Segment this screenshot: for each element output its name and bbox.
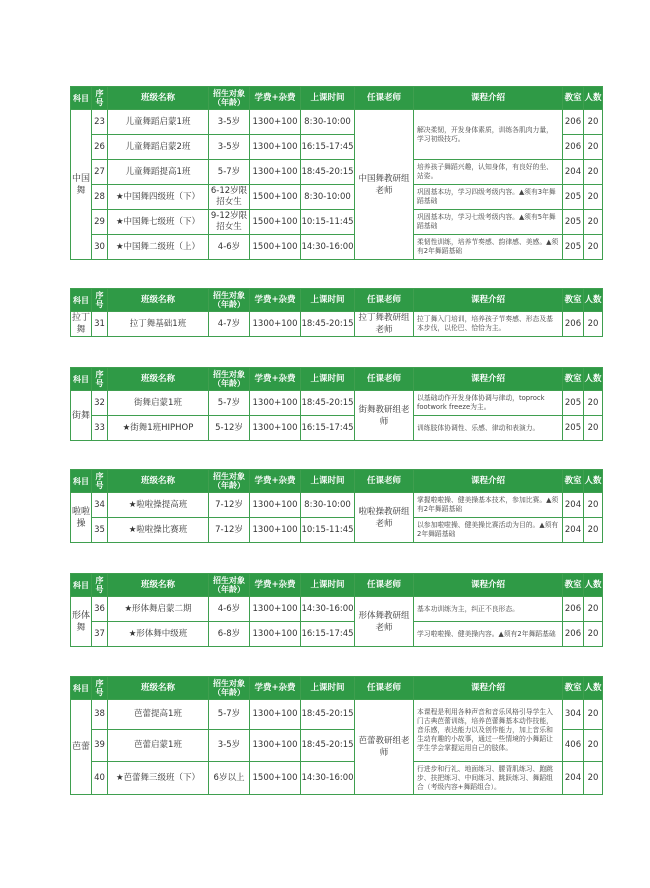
table-row [71, 235, 603, 260]
intro-cell: 解决柔韧，开发身体素质，训练各肌肉力量，学习初级技巧。 [414, 110, 563, 160]
row-no: 27 [92, 160, 108, 185]
header-teacher: 任课老师 [355, 87, 414, 110]
header-room: 教室 [563, 87, 584, 110]
row-count: 20 [584, 700, 603, 730]
teacher-cell: 中国舞教研组老师 [355, 110, 414, 260]
row-age: 3-5岁 [209, 110, 250, 135]
row-age: 4-7岁 [209, 312, 250, 337]
row-class-name: 芭蕾启蒙1班 [108, 730, 209, 762]
row-room: 206 [563, 622, 584, 647]
header-fee: 学费+杂费 [250, 574, 301, 597]
row-no: 37 [92, 622, 108, 647]
header-count: 人数 [584, 368, 603, 391]
header-teacher: 任课老师 [355, 574, 414, 597]
row-fee: 1300+100 [250, 730, 301, 762]
header-time: 上课时间 [301, 574, 355, 597]
row-count: 20 [584, 518, 603, 543]
intro-cell: 巩固基本功，学习四级考级内容。▲须有3年舞蹈基础 [414, 185, 563, 210]
row-age: 3-5岁 [209, 730, 250, 762]
row-class-name: 儿童舞蹈启蒙2班 [108, 135, 209, 160]
intro-cell: 柔韧性训练，培养节奏感、韵律感、美感。▲须有2年舞蹈基础 [414, 235, 563, 260]
row-room: 204 [563, 160, 584, 185]
row-fee: 1300+100 [250, 518, 301, 543]
header-room: 教室 [563, 289, 584, 312]
header-no: 序号 [92, 574, 108, 597]
header-time: 上课时间 [301, 368, 355, 391]
table-header [71, 289, 603, 312]
table-row [71, 312, 603, 337]
header-class: 班级名称 [108, 87, 209, 110]
row-fee: 1300+100 [250, 312, 301, 337]
row-time: 16:15-17:45 [301, 135, 355, 160]
header-fee: 学费+杂费 [250, 368, 301, 391]
row-count: 20 [584, 762, 603, 795]
header-fee: 学费+杂费 [250, 289, 301, 312]
header-time: 上课时间 [301, 289, 355, 312]
row-count: 20 [584, 235, 603, 260]
row-room: 206 [563, 110, 584, 135]
row-time: 10:15-11:45 [301, 518, 355, 543]
header-target: 招生对象（年龄） [209, 87, 250, 110]
row-fee: 1500+100 [250, 210, 301, 235]
header-intro: 课程介绍 [414, 368, 563, 391]
header-count: 人数 [584, 470, 603, 493]
row-time: 8:30-10:00 [301, 493, 355, 518]
header-no: 序号 [92, 368, 108, 391]
row-fee: 1300+100 [250, 700, 301, 730]
header-subject: 科目 [71, 677, 92, 700]
table-row [71, 597, 603, 622]
table-header [71, 87, 603, 110]
header-no: 序号 [92, 87, 108, 110]
header-room: 教室 [563, 677, 584, 700]
header-subject: 科目 [71, 289, 92, 312]
header-class: 班级名称 [108, 574, 209, 597]
header-room: 教室 [563, 368, 584, 391]
table-row [71, 700, 603, 730]
subject-cell: 街舞 [71, 391, 92, 441]
row-count: 20 [584, 493, 603, 518]
header-fee: 学费+杂费 [250, 87, 301, 110]
row-room: 205 [563, 235, 584, 260]
class-table-latin-dance [70, 288, 603, 337]
row-age: 9-12岁限招女生 [209, 210, 250, 235]
row-no: 32 [92, 391, 108, 416]
row-room: 206 [563, 597, 584, 622]
row-time: 14:30-16:00 [301, 597, 355, 622]
header-class: 班级名称 [108, 289, 209, 312]
row-no: 26 [92, 135, 108, 160]
row-count: 20 [584, 135, 603, 160]
row-age: 6岁以上 [209, 762, 250, 795]
intro-cell: 巩固基本功，学习七级考级内容。▲须有5年舞蹈基础 [414, 210, 563, 235]
row-class-name: ★形体舞中级班 [108, 622, 209, 647]
row-fee: 1300+100 [250, 160, 301, 185]
row-age: 7-12岁 [209, 518, 250, 543]
table-header [71, 368, 603, 391]
header-target: 招生对象（年龄） [209, 574, 250, 597]
header-intro: 课程介绍 [414, 574, 563, 597]
table-header [71, 677, 603, 700]
table-row [71, 210, 603, 235]
header-class: 班级名称 [108, 677, 209, 700]
header-count: 人数 [584, 574, 603, 597]
header-subject: 科目 [71, 368, 92, 391]
intro-cell: 基本功训练为主，纠正不良形态。 [414, 597, 563, 622]
header-time: 上课时间 [301, 87, 355, 110]
row-age: 7-12岁 [209, 493, 250, 518]
header-room: 教室 [563, 470, 584, 493]
row-room: 304 [563, 700, 584, 730]
table-row [71, 391, 603, 416]
class-table-street-dance [70, 367, 603, 441]
row-time: 18:45-20:15 [301, 391, 355, 416]
header-time: 上课时间 [301, 677, 355, 700]
row-count: 20 [584, 622, 603, 647]
header-no: 序号 [92, 470, 108, 493]
header-count: 人数 [584, 289, 603, 312]
row-no: 33 [92, 416, 108, 441]
row-time: 16:15-17:45 [301, 416, 355, 441]
row-room: 204 [563, 493, 584, 518]
row-time: 14:30-16:00 [301, 762, 355, 795]
row-no: 35 [92, 518, 108, 543]
header-target: 招生对象（年龄） [209, 677, 250, 700]
row-count: 20 [584, 160, 603, 185]
header-target: 招生对象（年龄） [209, 470, 250, 493]
row-time: 8:30-10:00 [301, 185, 355, 210]
header-subject: 科目 [71, 574, 92, 597]
row-room: 206 [563, 135, 584, 160]
header-no: 序号 [92, 677, 108, 700]
teacher-cell: 形体舞教研组老师 [355, 597, 414, 647]
intro-cell: 学习啦啦操、健美操内容。▲须有2年舞蹈基础 [414, 622, 563, 647]
header-no: 序号 [92, 289, 108, 312]
row-time: 10:15-11:45 [301, 210, 355, 235]
row-class-name: ★中国舞七级班（下） [108, 210, 209, 235]
header-count: 人数 [584, 87, 603, 110]
row-class-name: ★街舞1班HIPHOP [108, 416, 209, 441]
header-intro: 课程介绍 [414, 470, 563, 493]
intro-cell: 行进步和行礼、地面练习、腰背肌练习、跑跳步、扶把练习、中间练习、跳跃练习、舞蹈组合（考级内容+舞蹈组合）。 [414, 762, 563, 795]
row-fee: 1300+100 [250, 597, 301, 622]
row-time: 18:45-20:15 [301, 312, 355, 337]
header-intro: 课程介绍 [414, 87, 563, 110]
row-no: 34 [92, 493, 108, 518]
header-teacher: 任课老师 [355, 470, 414, 493]
row-class-name: ★中国舞四级班（下） [108, 185, 209, 210]
row-time: 16:15-17:45 [301, 622, 355, 647]
teacher-cell: 街舞教研组老师 [355, 391, 414, 441]
row-class-name: ★形体舞启蒙二期 [108, 597, 209, 622]
header-count: 人数 [584, 677, 603, 700]
row-count: 20 [584, 210, 603, 235]
row-class-name: 儿童舞蹈启蒙1班 [108, 110, 209, 135]
intro-cell: 本课程是利用各种声音和音乐风格引导学生入门古典芭蕾训练，培养芭蕾舞基本动作技能，音乐感，表达能力以及创作能力，加上音乐和生动有趣的小故事，通过一些情境的小舞蹈让学生学会掌握运用自己的肢体。 [414, 700, 563, 762]
header-target: 招生对象（年龄） [209, 289, 250, 312]
row-fee: 1300+100 [250, 416, 301, 441]
row-room: 205 [563, 210, 584, 235]
class-table-body-dance [70, 573, 603, 647]
row-room: 204 [563, 518, 584, 543]
row-room: 205 [563, 416, 584, 441]
row-count: 20 [584, 312, 603, 337]
row-class-name: ★中国舞二级班（上） [108, 235, 209, 260]
header-teacher: 任课老师 [355, 368, 414, 391]
row-count: 20 [584, 110, 603, 135]
table-row [71, 185, 603, 210]
table-row [71, 493, 603, 518]
header-intro: 课程介绍 [414, 677, 563, 700]
header-teacher: 任课老师 [355, 289, 414, 312]
table-row [71, 110, 603, 135]
row-fee: 1300+100 [250, 110, 301, 135]
row-age: 4-6岁 [209, 597, 250, 622]
teacher-cell: 拉丁舞教研组老师 [355, 312, 414, 337]
intro-cell: 以参加啦啦操、健美操比赛活动为目的。▲须有2年舞蹈基础 [414, 518, 563, 543]
table-row [71, 160, 603, 185]
row-count: 20 [584, 185, 603, 210]
class-table-ballet [70, 676, 603, 795]
row-count: 20 [584, 416, 603, 441]
header-room: 教室 [563, 574, 584, 597]
row-age: 5-7岁 [209, 391, 250, 416]
header-subject: 科目 [71, 470, 92, 493]
subject-cell: 啦啦操 [71, 493, 92, 543]
header-time: 上课时间 [301, 470, 355, 493]
header-class: 班级名称 [108, 368, 209, 391]
row-class-name: 儿童舞蹈提高1班 [108, 160, 209, 185]
row-class-name: ★芭蕾舞三级班（下） [108, 762, 209, 795]
row-age: 5-12岁 [209, 416, 250, 441]
subject-cell: 拉丁舞 [71, 313, 90, 335]
intro-cell: 拉丁舞入门培训，培养孩子节奏感、形态及基本步伐，以伦巴、恰恰为主。 [414, 312, 563, 337]
row-fee: 1500+100 [250, 235, 301, 260]
header-class: 班级名称 [108, 470, 209, 493]
row-no: 23 [92, 110, 108, 135]
row-no: 28 [92, 185, 108, 210]
row-time: 18:45-20:15 [301, 730, 355, 762]
row-time: 18:45-20:15 [301, 700, 355, 730]
row-no: 29 [92, 210, 108, 235]
subject-cell: 芭蕾 [71, 700, 92, 795]
row-fee: 1300+100 [250, 391, 301, 416]
row-room: 205 [563, 391, 584, 416]
row-time: 8:30-10:00 [301, 110, 355, 135]
row-no: 39 [92, 730, 108, 762]
row-room: 205 [563, 185, 584, 210]
header-teacher: 任课老师 [355, 677, 414, 700]
intro-cell: 训练肢体协调性、乐感、律动和表演力。 [414, 416, 563, 441]
row-age: 5-7岁 [209, 700, 250, 730]
class-table-cheerleading [70, 469, 603, 543]
row-age: 4-6岁 [209, 235, 250, 260]
header-subject: 科目 [71, 87, 92, 110]
row-class-name: ★啦啦操提高班 [108, 493, 209, 518]
row-class-name: ★啦啦操比赛班 [108, 518, 209, 543]
row-count: 20 [584, 597, 603, 622]
subject-cell: 形体舞 [71, 597, 92, 647]
row-age: 6-8岁 [209, 622, 250, 647]
row-age: 6-12岁限招女生 [209, 185, 250, 210]
table-row [71, 762, 603, 795]
row-room: 204 [563, 762, 584, 795]
row-room: 206 [563, 312, 584, 337]
row-no: 40 [92, 762, 108, 795]
row-count: 20 [584, 391, 603, 416]
row-time: 14:30-16:00 [301, 235, 355, 260]
table-row [71, 518, 603, 543]
row-age: 5-7岁 [209, 160, 250, 185]
row-no: 36 [92, 597, 108, 622]
header-fee: 学费+杂费 [250, 677, 301, 700]
row-fee: 1500+100 [250, 185, 301, 210]
header-intro: 课程介绍 [414, 289, 563, 312]
row-class-name: 街舞启蒙1班 [108, 391, 209, 416]
table-row [71, 416, 603, 441]
intro-cell: 培养孩子舞蹈兴趣，认知身体，有良好的坐、站姿。 [414, 160, 563, 185]
row-fee: 1300+100 [250, 622, 301, 647]
row-fee: 1500+100 [250, 762, 301, 795]
row-class-name: 芭蕾提高1班 [108, 700, 209, 730]
table-header [71, 574, 603, 597]
row-no: 38 [92, 700, 108, 730]
header-target: 招生对象（年龄） [209, 368, 250, 391]
row-fee: 1300+100 [250, 493, 301, 518]
class-table-chinese-dance [70, 86, 603, 260]
subject-cell: 中国舞 [71, 110, 92, 260]
table-row [71, 622, 603, 647]
row-age: 3-5岁 [209, 135, 250, 160]
teacher-cell: 啦啦操教研组老师 [355, 493, 414, 543]
teacher-cell: 芭蕾教研组老师 [355, 700, 414, 795]
row-time: 18:45-20:15 [301, 160, 355, 185]
row-no: 30 [92, 235, 108, 260]
intro-cell: 掌握啦啦操、健美操基本技术，参加比赛。▲须有2年舞蹈基础 [414, 493, 563, 518]
row-class-name: 拉丁舞基础1班 [108, 312, 209, 337]
header-fee: 学费+杂费 [250, 470, 301, 493]
row-no: 31 [92, 312, 108, 337]
row-room: 406 [563, 730, 584, 762]
row-fee: 1300+100 [250, 135, 301, 160]
table-header [71, 470, 603, 493]
intro-cell: 以基础动作开发身体协调与律动，toprock footwork freeze为主。 [414, 391, 563, 416]
row-count: 20 [584, 730, 603, 762]
